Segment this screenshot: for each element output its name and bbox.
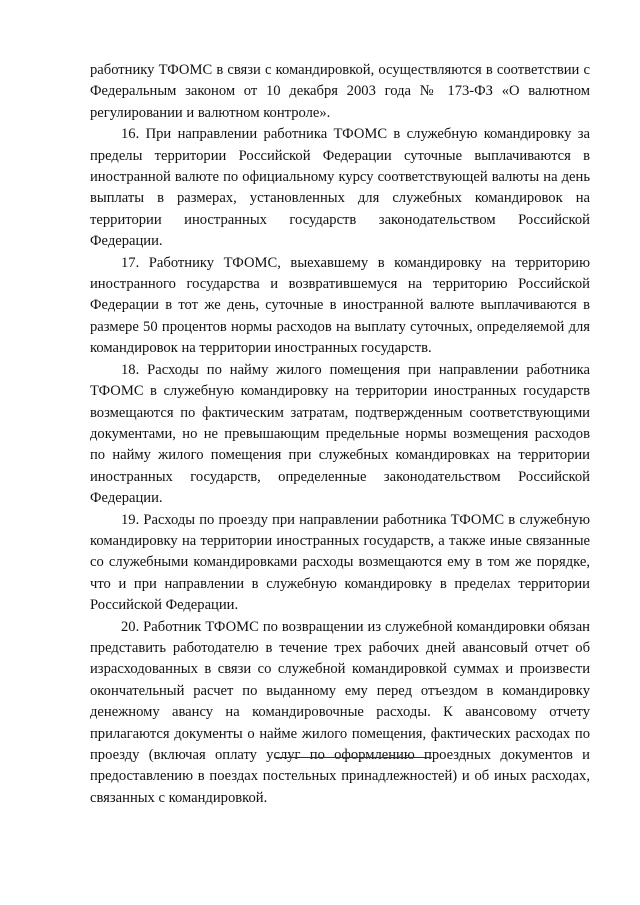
paragraph-16: 16. При направлении работника ТФОМС в служебную командировку за пределы территории Российской Федерации суточные выплачиваются в иностранной валюте по официальному курсу соответствующей валюты на день выплаты в размерах, установленных для служебных командировок на территории иностранных государств законодательством Российской Федерации. xyxy=(90,126,590,250)
document-body xyxy=(90,60,590,809)
paragraph-20: 20. Работник ТФОМС по возвращении из служебной командировки обязан представить работодателю в течение трех рабочих дней авансовый отчет об израсходованных в связи со служебной командировкой суммах и произвести окончательный расчет по выданному ему перед отъездом в командировку денежному авансу на командировочные расходы. К авансовому отчету прилагаются документы о найме жилого помещения, фактических расходах по проезду (включая оплату услуг по оформлению проездных документов и предоставлению в поездах постельных принадлежностей) и об иных расходах, связанных с командировкой. xyxy=(90,618,590,806)
end-divider-line xyxy=(274,757,432,758)
paragraph-continuation: работнику ТФОМС в связи с командировкой, осуществляются в соответствии с Федеральным законом от 10 декабря 2003 года № 173-ФЗ «О валютном регулировании и валютном контроле». xyxy=(90,62,590,121)
paragraph-17: 17. Работнику ТФОМС, выехавшему в командировку на территорию иностранного государства и возвратившемуся на территорию Российской Федерации в тот же день, суточные в иностранной валюте выплачиваются в размере 50 процентов нормы расходов на выплату суточных, определяемой для командировок на территории иностранных государств. xyxy=(90,254,590,357)
paragraph-19: 19. Расходы по проезду при направлении работника ТФОМС в служебную командировку на территории иностранных государств, а также иные связанные со служебными командировками расходы возмещаются ему в том же порядке, что и при направлении в служебную командировку в пределах территории Российской Федерации. xyxy=(90,511,590,614)
paragraph-18: 18. Расходы по найму жилого помещения при направлении работника ТФОМС в служебную командировку на территории иностранных государств возмещаются по фактическим затратам, подтвержденным соответствующими документами, но не превышающим предельные нормы возмещения расходов по найму жилого помещения при служебных командировках на территории иностранных государств, определенные законодательством Российской Федерации. xyxy=(90,361,590,507)
